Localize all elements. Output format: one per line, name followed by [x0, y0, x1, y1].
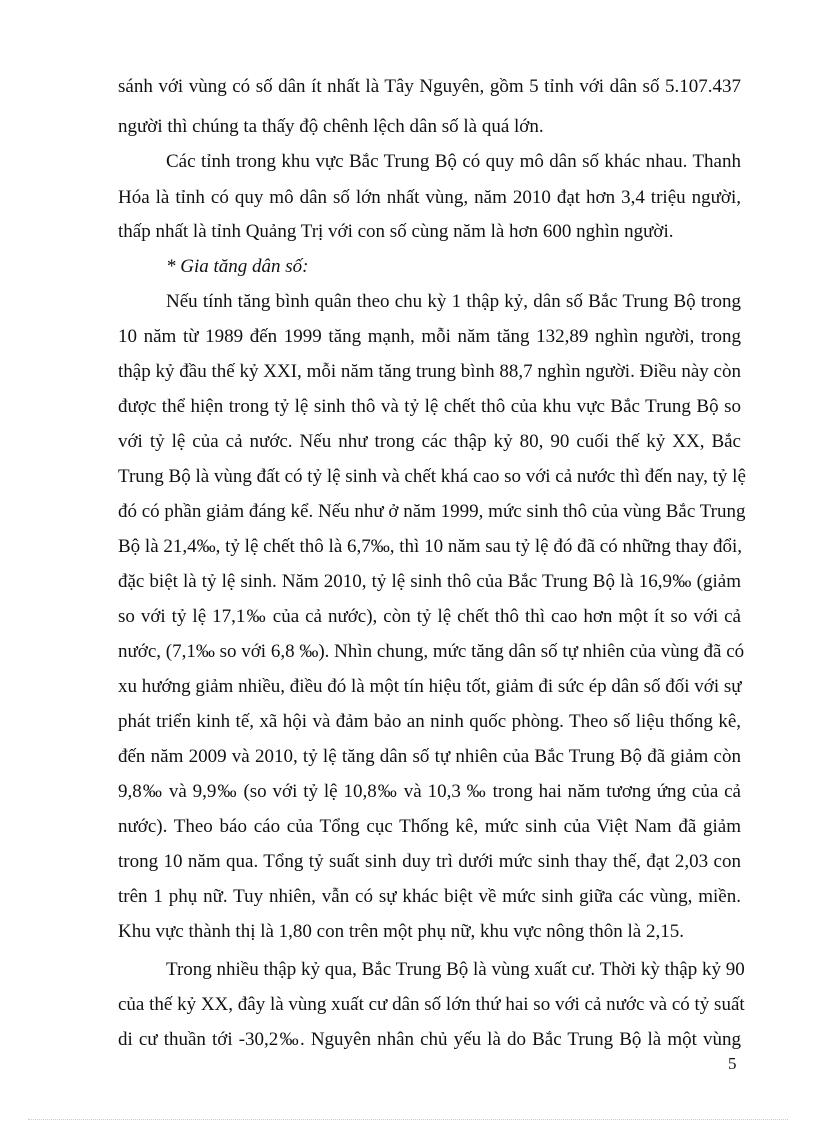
text-line: thấp nhất là tỉnh Quảng Trị với con số cùng năm là hơn 600 nghìn người. [118, 221, 674, 242]
text-line: sánh với vùng có số dân ít nhất là Tây Nguyên, gồm 5 tỉnh với dân số 5.107.437 [118, 76, 741, 97]
text-line: đó có phần giảm đáng kể. Nếu như ở năm 1999, mức sinh thô của vùng Bắc Trung [118, 501, 746, 522]
text-line: đặc biệt là tỷ lệ sinh. Năm 2010, tỷ lệ sinh thô của Bắc Trung Bộ là 16,9‰ (giảm [118, 571, 741, 592]
text-line: Hóa là tỉnh có quy mô dân số lớn nhất vùng, năm 2010 đạt hơn 3,4 triệu người, [118, 187, 741, 208]
page-bottom-divider [28, 1119, 788, 1120]
text-line: nước, (7,1‰ so với 6,8 ‰). Nhìn chung, mức tăng dân số tự nhiên của vùng đã có [118, 641, 745, 662]
text-line: Trung Bộ là vùng đất có tỷ lệ sinh và chết khá cao so với cả nước thì đến nay, tỷ lệ [118, 466, 746, 487]
text-line: đến năm 2009 và 2010, tỷ lệ tăng dân số tự nhiên của Bắc Trung Bộ đã giảm còn [118, 746, 741, 767]
text-line: Nếu tính tăng bình quân theo chu kỳ 1 thập kỷ, dân số Bắc Trung Bộ trong [166, 291, 741, 312]
text-line: Trong nhiều thập kỷ qua, Bắc Trung Bộ là vùng xuất cư. Thời kỳ thập kỷ 90 [166, 959, 745, 980]
text-line: Các tỉnh trong khu vực Bắc Trung Bộ có quy mô dân số khác nhau. Thanh [166, 151, 741, 172]
text-line: trên 1 phụ nữ. Tuy nhiên, vẫn có sự khác biệt về mức sinh giữa các vùng, miền. [118, 886, 741, 907]
text-line: xu hướng giảm nhiều, điều đó là một tín hiệu tốt, giảm đi sức ép dân số đối với sự [118, 676, 742, 697]
section-heading: * Gia tăng dân số: [166, 256, 309, 277]
text-line: Khu vực thành thị là 1,80 con trên một phụ nữ, khu vực nông thôn là 2,15. [118, 921, 684, 942]
text-line: di cư thuần tới -30,2‰. Nguyên nhân chủ yếu là do Bắc Trung Bộ là một vùng [118, 1029, 741, 1050]
text-line: với tỷ lệ của cả nước. Nếu như trong các thập kỷ 80, 90 cuối thế kỷ XX, Bắc [118, 431, 741, 452]
text-line: Bộ là 21,4‰, tỷ lệ chết thô là 6,7‰, thì 10 năm sau tỷ lệ đó đã có những thay đổi, [118, 536, 743, 557]
text-line: phát triển kinh tế, xã hội và đảm bảo an ninh quốc phòng. Theo số liệu thống kê, [118, 711, 741, 732]
text-line: người thì chúng ta thấy độ chênh lệch dân số là quá lớn. [118, 116, 544, 137]
text-line: 10 năm từ 1989 đến 1999 tăng mạnh, mỗi năm tăng 132,89 nghìn người, trong [118, 326, 741, 347]
text-line: 9,8‰ và 9,9‰ (so với tỷ lệ 10,8‰ và 10,3 ‰ trong hai năm tương ứng của cả [118, 781, 741, 802]
text-line: nước). Theo báo cáo của Tổng cục Thống kê, mức sinh của Việt Nam đã giảm [118, 816, 741, 837]
text-line: thập kỷ đầu thế kỷ XXI, mỗi năm tăng trung bình 88,7 nghìn người. Điều này còn [118, 361, 741, 382]
page-number: 5 [728, 1054, 737, 1073]
text-line: của thế kỷ XX, đây là vùng xuất cư dân số lớn thứ hai so với cả nước và có tỷ suất [118, 994, 745, 1015]
text-line: so với tỷ lệ 17,1‰ của cả nước), còn tỷ lệ chết thô thì cao hơn một ít so với cả [118, 606, 741, 627]
text-line: trong 10 năm qua. Tổng tỷ suất sinh duy trì dưới mức sinh thay thế, đạt 2,03 con [118, 851, 741, 872]
text-line: được thể hiện trong tỷ lệ sinh thô và tỷ lệ chết thô của khu vực Bắc Trung Bộ so [118, 396, 741, 417]
